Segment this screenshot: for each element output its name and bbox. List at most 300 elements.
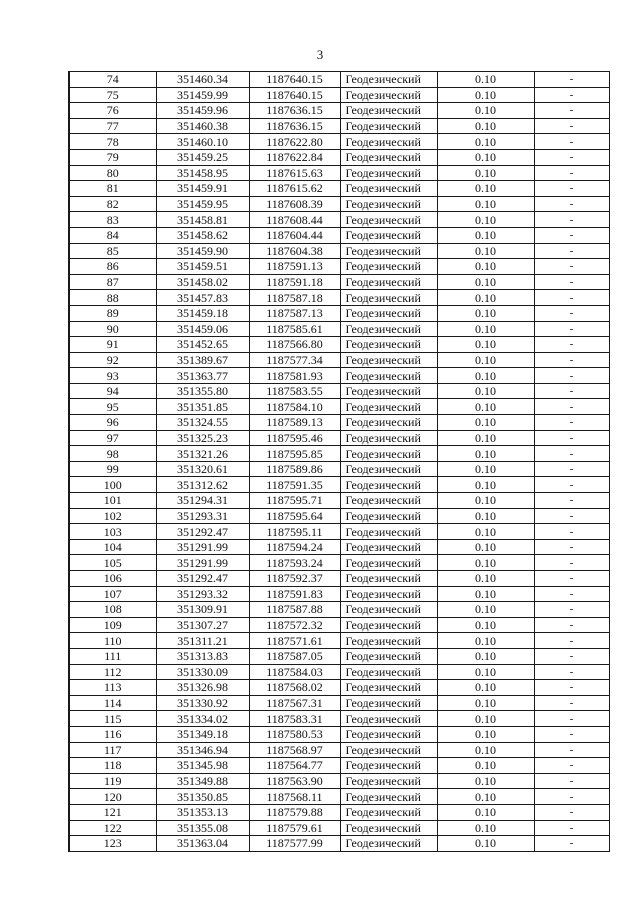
point-number-cell: 89: [69, 305, 156, 321]
table-row: [69, 477, 609, 493]
note-cell: -: [534, 415, 609, 431]
method-cell: Геодезический: [340, 789, 437, 805]
table-row: [69, 633, 609, 649]
y-coordinate-cell: 1187579.88: [249, 804, 340, 820]
accuracy-cell: 0.10: [437, 196, 534, 212]
method-cell: Геодезический: [340, 617, 437, 633]
accuracy-cell: 0.10: [437, 602, 534, 618]
method-cell: Геодезический: [340, 72, 437, 88]
point-number-cell: 97: [69, 430, 156, 446]
point-number-cell: 86: [69, 259, 156, 275]
x-coordinate-cell: 351363.77: [156, 368, 249, 384]
y-coordinate-cell: 1187584.10: [249, 399, 340, 415]
y-coordinate-cell: 1187608.39: [249, 196, 340, 212]
x-coordinate-cell: 351452.65: [156, 337, 249, 353]
point-number-cell: 82: [69, 196, 156, 212]
accuracy-cell: 0.10: [437, 337, 534, 353]
point-number-cell: 118: [69, 758, 156, 774]
x-coordinate-cell: 351313.83: [156, 648, 249, 664]
accuracy-cell: 0.10: [437, 165, 534, 181]
accuracy-cell: 0.10: [437, 243, 534, 259]
x-coordinate-cell: 351458.02: [156, 274, 249, 290]
y-coordinate-cell: 1187594.24: [249, 539, 340, 555]
x-coordinate-cell: 351460.10: [156, 134, 249, 150]
point-number-cell: 114: [69, 695, 156, 711]
y-coordinate-cell: 1187568.02: [249, 680, 340, 696]
y-coordinate-cell: 1187593.24: [249, 555, 340, 571]
point-number-cell: 120: [69, 789, 156, 805]
note-cell: -: [534, 648, 609, 664]
x-coordinate-cell: 351460.38: [156, 118, 249, 134]
y-coordinate-cell: 1187589.13: [249, 415, 340, 431]
accuracy-cell: 0.10: [437, 321, 534, 337]
accuracy-cell: 0.10: [437, 539, 534, 555]
accuracy-cell: 0.10: [437, 368, 534, 384]
x-coordinate-cell: 351459.18: [156, 305, 249, 321]
point-number-cell: 87: [69, 274, 156, 290]
accuracy-cell: 0.10: [437, 274, 534, 290]
y-coordinate-cell: 1187587.13: [249, 305, 340, 321]
y-coordinate-cell: 1187577.34: [249, 352, 340, 368]
note-cell: -: [534, 555, 609, 571]
accuracy-cell: 0.10: [437, 430, 534, 446]
y-coordinate-cell: 1187595.64: [249, 508, 340, 524]
table-row: [69, 181, 609, 197]
accuracy-cell: 0.10: [437, 181, 534, 197]
point-number-cell: 94: [69, 383, 156, 399]
method-cell: Геодезический: [340, 305, 437, 321]
x-coordinate-cell: 351363.04: [156, 836, 249, 852]
table-row: [69, 87, 609, 103]
y-coordinate-cell: 1187636.15: [249, 118, 340, 134]
point-number-cell: 105: [69, 555, 156, 571]
table-row: [69, 586, 609, 602]
note-cell: -: [534, 181, 609, 197]
x-coordinate-cell: 351389.67: [156, 352, 249, 368]
accuracy-cell: 0.10: [437, 461, 534, 477]
x-coordinate-cell: 351345.98: [156, 758, 249, 774]
accuracy-cell: 0.10: [437, 820, 534, 836]
x-coordinate-cell: 351458.62: [156, 227, 249, 243]
accuracy-cell: 0.10: [437, 227, 534, 243]
accuracy-cell: 0.10: [437, 290, 534, 306]
y-coordinate-cell: 1187640.15: [249, 72, 340, 88]
method-cell: Геодезический: [340, 165, 437, 181]
point-number-cell: 107: [69, 586, 156, 602]
y-coordinate-cell: 1187595.46: [249, 430, 340, 446]
y-coordinate-cell: 1187566.80: [249, 337, 340, 353]
table-row: [69, 726, 609, 742]
x-coordinate-cell: 351334.02: [156, 711, 249, 727]
point-number-cell: 122: [69, 820, 156, 836]
accuracy-cell: 0.10: [437, 103, 534, 119]
accuracy-cell: 0.10: [437, 383, 534, 399]
x-coordinate-cell: 351311.21: [156, 633, 249, 649]
method-cell: Геодезический: [340, 87, 437, 103]
y-coordinate-cell: 1187579.61: [249, 820, 340, 836]
note-cell: -: [534, 477, 609, 493]
point-number-cell: 119: [69, 773, 156, 789]
note-cell: -: [534, 493, 609, 509]
note-cell: -: [534, 196, 609, 212]
table-row: [69, 758, 609, 774]
method-cell: Геодезический: [340, 149, 437, 165]
method-cell: Геодезический: [340, 243, 437, 259]
table-row: [69, 103, 609, 119]
method-cell: Геодезический: [340, 368, 437, 384]
table-row: [69, 259, 609, 275]
note-cell: -: [534, 243, 609, 259]
accuracy-cell: 0.10: [437, 399, 534, 415]
note-cell: -: [534, 103, 609, 119]
point-number-cell: 77: [69, 118, 156, 134]
point-number-cell: 81: [69, 181, 156, 197]
x-coordinate-cell: 351291.99: [156, 539, 249, 555]
table-row: [69, 274, 609, 290]
point-number-cell: 84: [69, 227, 156, 243]
method-cell: Геодезический: [340, 493, 437, 509]
x-coordinate-cell: 351457.83: [156, 290, 249, 306]
x-coordinate-cell: 351459.90: [156, 243, 249, 259]
note-cell: -: [534, 352, 609, 368]
y-coordinate-cell: 1187571.61: [249, 633, 340, 649]
accuracy-cell: 0.10: [437, 726, 534, 742]
note-cell: -: [534, 695, 609, 711]
table-row: [69, 212, 609, 228]
accuracy-cell: 0.10: [437, 648, 534, 664]
accuracy-cell: 0.10: [437, 617, 534, 633]
y-coordinate-cell: 1187604.44: [249, 227, 340, 243]
method-cell: Геодезический: [340, 415, 437, 431]
accuracy-cell: 0.10: [437, 633, 534, 649]
accuracy-cell: 0.10: [437, 804, 534, 820]
y-coordinate-cell: 1187591.18: [249, 274, 340, 290]
x-coordinate-cell: 351292.47: [156, 524, 249, 540]
table-row: [69, 430, 609, 446]
note-cell: -: [534, 820, 609, 836]
accuracy-cell: 0.10: [437, 134, 534, 150]
table-row: [69, 72, 609, 88]
method-cell: Геодезический: [340, 196, 437, 212]
method-cell: Геодезический: [340, 212, 437, 228]
y-coordinate-cell: 1187591.35: [249, 477, 340, 493]
table-row: [69, 134, 609, 150]
table-row: [69, 804, 609, 820]
method-cell: Геодезический: [340, 290, 437, 306]
accuracy-cell: 0.10: [437, 149, 534, 165]
table-row: [69, 196, 609, 212]
table-body: [69, 72, 609, 852]
x-coordinate-cell: 351458.95: [156, 165, 249, 181]
y-coordinate-cell: 1187640.15: [249, 87, 340, 103]
point-number-cell: 79: [69, 149, 156, 165]
note-cell: -: [534, 711, 609, 727]
y-coordinate-cell: 1187622.84: [249, 149, 340, 165]
point-number-cell: 92: [69, 352, 156, 368]
y-coordinate-cell: 1187591.13: [249, 259, 340, 275]
note-cell: -: [534, 290, 609, 306]
note-cell: -: [534, 680, 609, 696]
accuracy-cell: 0.10: [437, 664, 534, 680]
note-cell: -: [534, 227, 609, 243]
accuracy-cell: 0.10: [437, 352, 534, 368]
x-coordinate-cell: 351325.23: [156, 430, 249, 446]
x-coordinate-cell: 351460.34: [156, 72, 249, 88]
accuracy-cell: 0.10: [437, 742, 534, 758]
table-row: [69, 446, 609, 462]
note-cell: -: [534, 773, 609, 789]
note-cell: -: [534, 274, 609, 290]
accuracy-cell: 0.10: [437, 493, 534, 509]
x-coordinate-cell: 351324.55: [156, 415, 249, 431]
table-row: [69, 305, 609, 321]
table-row: [69, 742, 609, 758]
x-coordinate-cell: 351353.13: [156, 804, 249, 820]
method-cell: Геодезический: [340, 399, 437, 415]
point-number-cell: 121: [69, 804, 156, 820]
x-coordinate-cell: 351350.85: [156, 789, 249, 805]
note-cell: -: [534, 321, 609, 337]
x-coordinate-cell: 351459.06: [156, 321, 249, 337]
note-cell: -: [534, 508, 609, 524]
x-coordinate-cell: 351330.92: [156, 695, 249, 711]
point-number-cell: 106: [69, 571, 156, 587]
x-coordinate-cell: 351294.31: [156, 493, 249, 509]
method-cell: Геодезический: [340, 227, 437, 243]
method-cell: Геодезический: [340, 726, 437, 742]
accuracy-cell: 0.10: [437, 118, 534, 134]
method-cell: Геодезический: [340, 633, 437, 649]
accuracy-cell: 0.10: [437, 555, 534, 571]
x-coordinate-cell: 351351.85: [156, 399, 249, 415]
x-coordinate-cell: 351459.51: [156, 259, 249, 275]
note-cell: -: [534, 524, 609, 540]
x-coordinate-cell: 351346.94: [156, 742, 249, 758]
table-row: [69, 680, 609, 696]
table-row: [69, 243, 609, 259]
note-cell: -: [534, 602, 609, 618]
accuracy-cell: 0.10: [437, 524, 534, 540]
y-coordinate-cell: 1187587.18: [249, 290, 340, 306]
note-cell: -: [534, 461, 609, 477]
note-cell: -: [534, 118, 609, 134]
method-cell: Геодезический: [340, 337, 437, 353]
note-cell: -: [534, 399, 609, 415]
accuracy-cell: 0.10: [437, 773, 534, 789]
x-coordinate-cell: 351459.96: [156, 103, 249, 119]
y-coordinate-cell: 1187568.97: [249, 742, 340, 758]
method-cell: Геодезический: [340, 259, 437, 275]
table-row: [69, 695, 609, 711]
x-coordinate-cell: 351458.81: [156, 212, 249, 228]
table-row: [69, 524, 609, 540]
accuracy-cell: 0.10: [437, 508, 534, 524]
method-cell: Геодезический: [340, 461, 437, 477]
accuracy-cell: 0.10: [437, 586, 534, 602]
table-row: [69, 836, 609, 852]
point-number-cell: 90: [69, 321, 156, 337]
point-number-cell: 91: [69, 337, 156, 353]
method-cell: Геодезический: [340, 836, 437, 852]
table-row: [69, 617, 609, 633]
y-coordinate-cell: 1187592.37: [249, 571, 340, 587]
x-coordinate-cell: 351291.99: [156, 555, 249, 571]
method-cell: Геодезический: [340, 524, 437, 540]
point-number-cell: 85: [69, 243, 156, 259]
method-cell: Геодезический: [340, 711, 437, 727]
point-number-cell: 104: [69, 539, 156, 555]
table-row: [69, 773, 609, 789]
table-row: [69, 493, 609, 509]
note-cell: -: [534, 836, 609, 852]
method-cell: Геодезический: [340, 773, 437, 789]
note-cell: -: [534, 586, 609, 602]
point-number-cell: 98: [69, 446, 156, 462]
method-cell: Геодезический: [340, 181, 437, 197]
x-coordinate-cell: 351349.18: [156, 726, 249, 742]
point-number-cell: 99: [69, 461, 156, 477]
method-cell: Геодезический: [340, 477, 437, 493]
x-coordinate-cell: 351459.91: [156, 181, 249, 197]
table-row: [69, 321, 609, 337]
accuracy-cell: 0.10: [437, 680, 534, 696]
x-coordinate-cell: 351293.31: [156, 508, 249, 524]
method-cell: Геодезический: [340, 742, 437, 758]
note-cell: -: [534, 539, 609, 555]
accuracy-cell: 0.10: [437, 212, 534, 228]
point-number-cell: 117: [69, 742, 156, 758]
y-coordinate-cell: 1187567.31: [249, 695, 340, 711]
table-row: [69, 555, 609, 571]
y-coordinate-cell: 1187622.80: [249, 134, 340, 150]
y-coordinate-cell: 1187595.11: [249, 524, 340, 540]
accuracy-cell: 0.10: [437, 87, 534, 103]
x-coordinate-cell: 351459.99: [156, 87, 249, 103]
point-number-cell: 115: [69, 711, 156, 727]
table-row: [69, 415, 609, 431]
table-row: [69, 664, 609, 680]
method-cell: Геодезический: [340, 680, 437, 696]
y-coordinate-cell: 1187615.63: [249, 165, 340, 181]
y-coordinate-cell: 1187580.53: [249, 726, 340, 742]
method-cell: Геодезический: [340, 648, 437, 664]
x-coordinate-cell: 351309.91: [156, 602, 249, 618]
note-cell: -: [534, 259, 609, 275]
table-row: [69, 337, 609, 353]
method-cell: Геодезический: [340, 321, 437, 337]
accuracy-cell: 0.10: [437, 571, 534, 587]
note-cell: -: [534, 571, 609, 587]
point-number-cell: 93: [69, 368, 156, 384]
note-cell: -: [534, 134, 609, 150]
method-cell: Геодезический: [340, 664, 437, 680]
note-cell: -: [534, 664, 609, 680]
y-coordinate-cell: 1187584.03: [249, 664, 340, 680]
method-cell: Геодезический: [340, 804, 437, 820]
table-row: [69, 290, 609, 306]
point-number-cell: 88: [69, 290, 156, 306]
accuracy-cell: 0.10: [437, 477, 534, 493]
x-coordinate-cell: 351355.80: [156, 383, 249, 399]
point-number-cell: 110: [69, 633, 156, 649]
y-coordinate-cell: 1187595.85: [249, 446, 340, 462]
method-cell: Геодезический: [340, 446, 437, 462]
table-row: [69, 368, 609, 384]
table-row: [69, 789, 609, 805]
table-row: [69, 383, 609, 399]
method-cell: Геодезический: [340, 134, 437, 150]
note-cell: -: [534, 617, 609, 633]
page-number: 3: [316, 47, 324, 62]
y-coordinate-cell: 1187564.77: [249, 758, 340, 774]
table-row: [69, 149, 609, 165]
y-coordinate-cell: 1187604.38: [249, 243, 340, 259]
note-cell: -: [534, 633, 609, 649]
point-number-cell: 111: [69, 648, 156, 664]
accuracy-cell: 0.10: [437, 695, 534, 711]
point-number-cell: 103: [69, 524, 156, 540]
y-coordinate-cell: 1187587.88: [249, 602, 340, 618]
method-cell: Геодезический: [340, 274, 437, 290]
point-number-cell: 74: [69, 72, 156, 88]
point-number-cell: 75: [69, 87, 156, 103]
table-row: [69, 602, 609, 618]
accuracy-cell: 0.10: [437, 72, 534, 88]
table-row: [69, 165, 609, 181]
y-coordinate-cell: 1187587.05: [249, 648, 340, 664]
y-coordinate-cell: 1187563.90: [249, 773, 340, 789]
x-coordinate-cell: 351459.25: [156, 149, 249, 165]
note-cell: -: [534, 383, 609, 399]
y-coordinate-cell: 1187595.71: [249, 493, 340, 509]
y-coordinate-cell: 1187608.44: [249, 212, 340, 228]
y-coordinate-cell: 1187577.99: [249, 836, 340, 852]
point-number-cell: 96: [69, 415, 156, 431]
method-cell: Геодезический: [340, 383, 437, 399]
point-number-cell: 112: [69, 664, 156, 680]
point-number-cell: 116: [69, 726, 156, 742]
point-number-cell: 95: [69, 399, 156, 415]
table-row: [69, 571, 609, 587]
y-coordinate-cell: 1187572.32: [249, 617, 340, 633]
y-coordinate-cell: 1187591.83: [249, 586, 340, 602]
y-coordinate-cell: 1187583.55: [249, 383, 340, 399]
y-coordinate-cell: 1187615.62: [249, 181, 340, 197]
point-number-cell: 109: [69, 617, 156, 633]
point-number-cell: 101: [69, 493, 156, 509]
point-number-cell: 100: [69, 477, 156, 493]
coordinates-table: [68, 71, 610, 852]
x-coordinate-cell: 351292.47: [156, 571, 249, 587]
method-cell: Геодезический: [340, 571, 437, 587]
accuracy-cell: 0.10: [437, 305, 534, 321]
x-coordinate-cell: 351459.95: [156, 196, 249, 212]
y-coordinate-cell: 1187583.31: [249, 711, 340, 727]
method-cell: Геодезический: [340, 602, 437, 618]
method-cell: Геодезический: [340, 820, 437, 836]
note-cell: -: [534, 789, 609, 805]
accuracy-cell: 0.10: [437, 789, 534, 805]
point-number-cell: 83: [69, 212, 156, 228]
method-cell: Геодезический: [340, 758, 437, 774]
note-cell: -: [534, 758, 609, 774]
accuracy-cell: 0.10: [437, 836, 534, 852]
note-cell: -: [534, 87, 609, 103]
table-row: [69, 508, 609, 524]
note-cell: -: [534, 804, 609, 820]
note-cell: -: [534, 742, 609, 758]
method-cell: Геодезический: [340, 695, 437, 711]
